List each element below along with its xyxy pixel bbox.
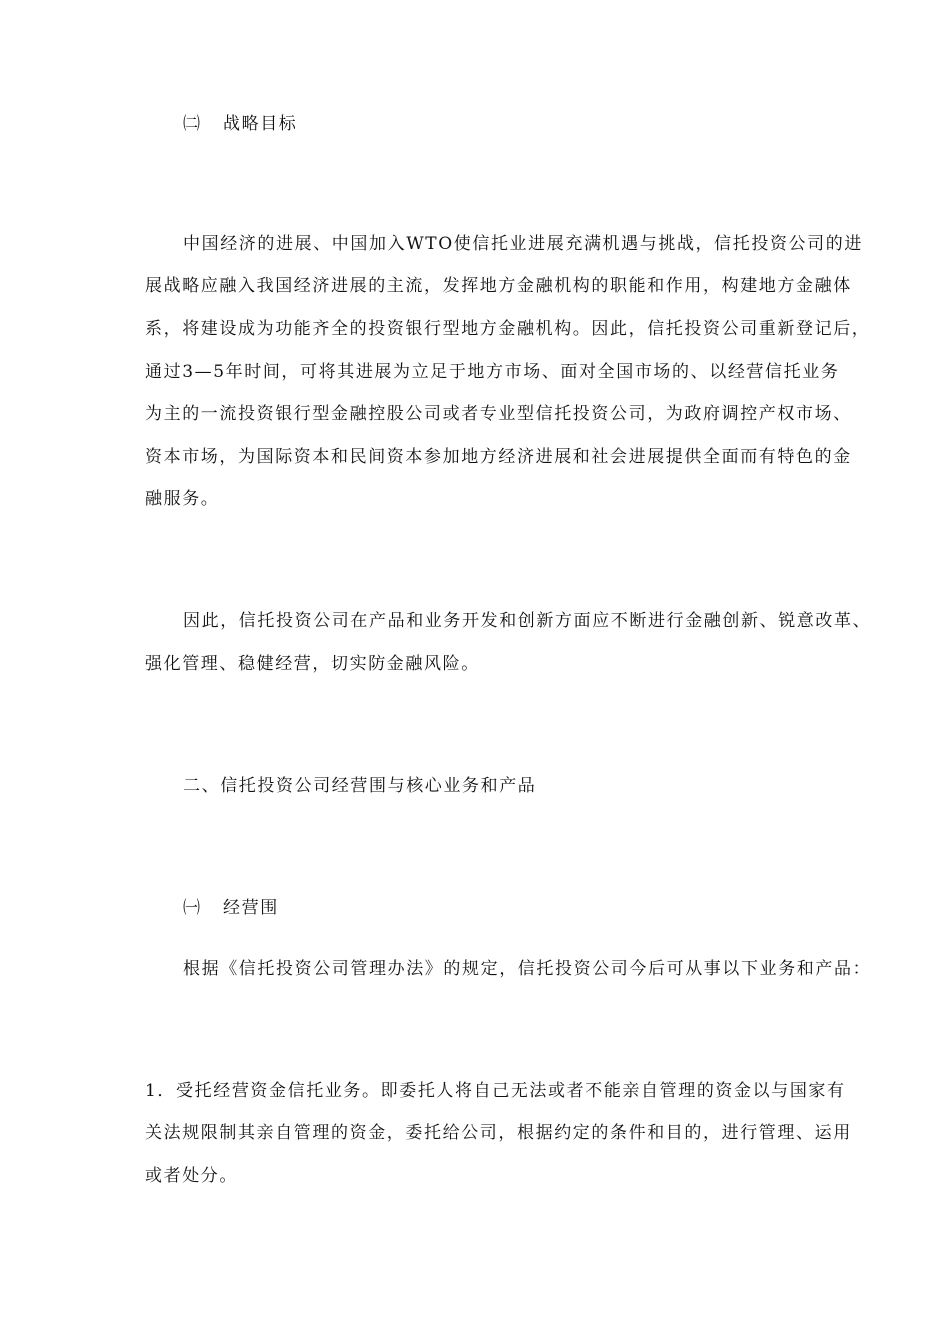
paragraph-line: 强化管理、稳健经营，切实防金融风险。	[145, 654, 480, 674]
section-heading-business-scope	[183, 896, 279, 920]
paragraph-line: 因此，信托投资公司在产品和业务开发和创新方面应不断进行金融创新、锐意改革、	[183, 611, 872, 631]
paragraph-line: 中国经济的进展、中国加入WTO使信托业进展充满机遇与挑战，信托投资公司的进	[183, 234, 863, 254]
paragraph-regulation-intro: 根据《信托投资公司管理办法》的规定，信托投资公司今后可从事以下业务和产品：	[183, 959, 872, 979]
paragraph-line: 融服务。	[145, 489, 220, 509]
paragraph-line: 通过3—5年时间，可将其进展为立足于地方市场、面对全国市场的、以经营信托业务	[145, 362, 840, 382]
section-marker: ㈡	[183, 114, 200, 134]
section-title: 战略目标	[223, 114, 298, 134]
list-item-line: 1．受托经营资金信托业务。即委托人将自己无法或者不能亲自管理的资金以与国家有	[145, 1081, 846, 1101]
section-title: 经营围	[223, 898, 279, 918]
paragraph-line: 资本市场，为国际资本和民间资本参加地方经济进展和社会进展提供全面而有特色的金	[145, 447, 852, 467]
section-heading-strategic-goals	[183, 112, 297, 136]
paragraph-line: 为主的一流投资银行型金融控股公司或者专业型信托投资公司，为政府调控产权市场、	[145, 404, 852, 424]
paragraph-line: 系，将建设成为功能齐全的投资银行型地方金融机构。因此，信托投资公司重新登记后，	[145, 319, 871, 339]
list-item-line: 或者处分。	[145, 1166, 238, 1186]
chapter-heading-business-scope: 二、信托投资公司经营围与核心业务和产品	[183, 776, 537, 796]
section-marker: ㈠	[183, 898, 200, 918]
list-item-line: 关法规限制其亲自管理的资金，委托给公司，根据约定的条件和目的，进行管理、运用	[145, 1123, 852, 1143]
paragraph-line: 展战略应融入我国经济进展的主流，发挥地方金融机构的职能和作用，构建地方金融体	[145, 276, 852, 296]
